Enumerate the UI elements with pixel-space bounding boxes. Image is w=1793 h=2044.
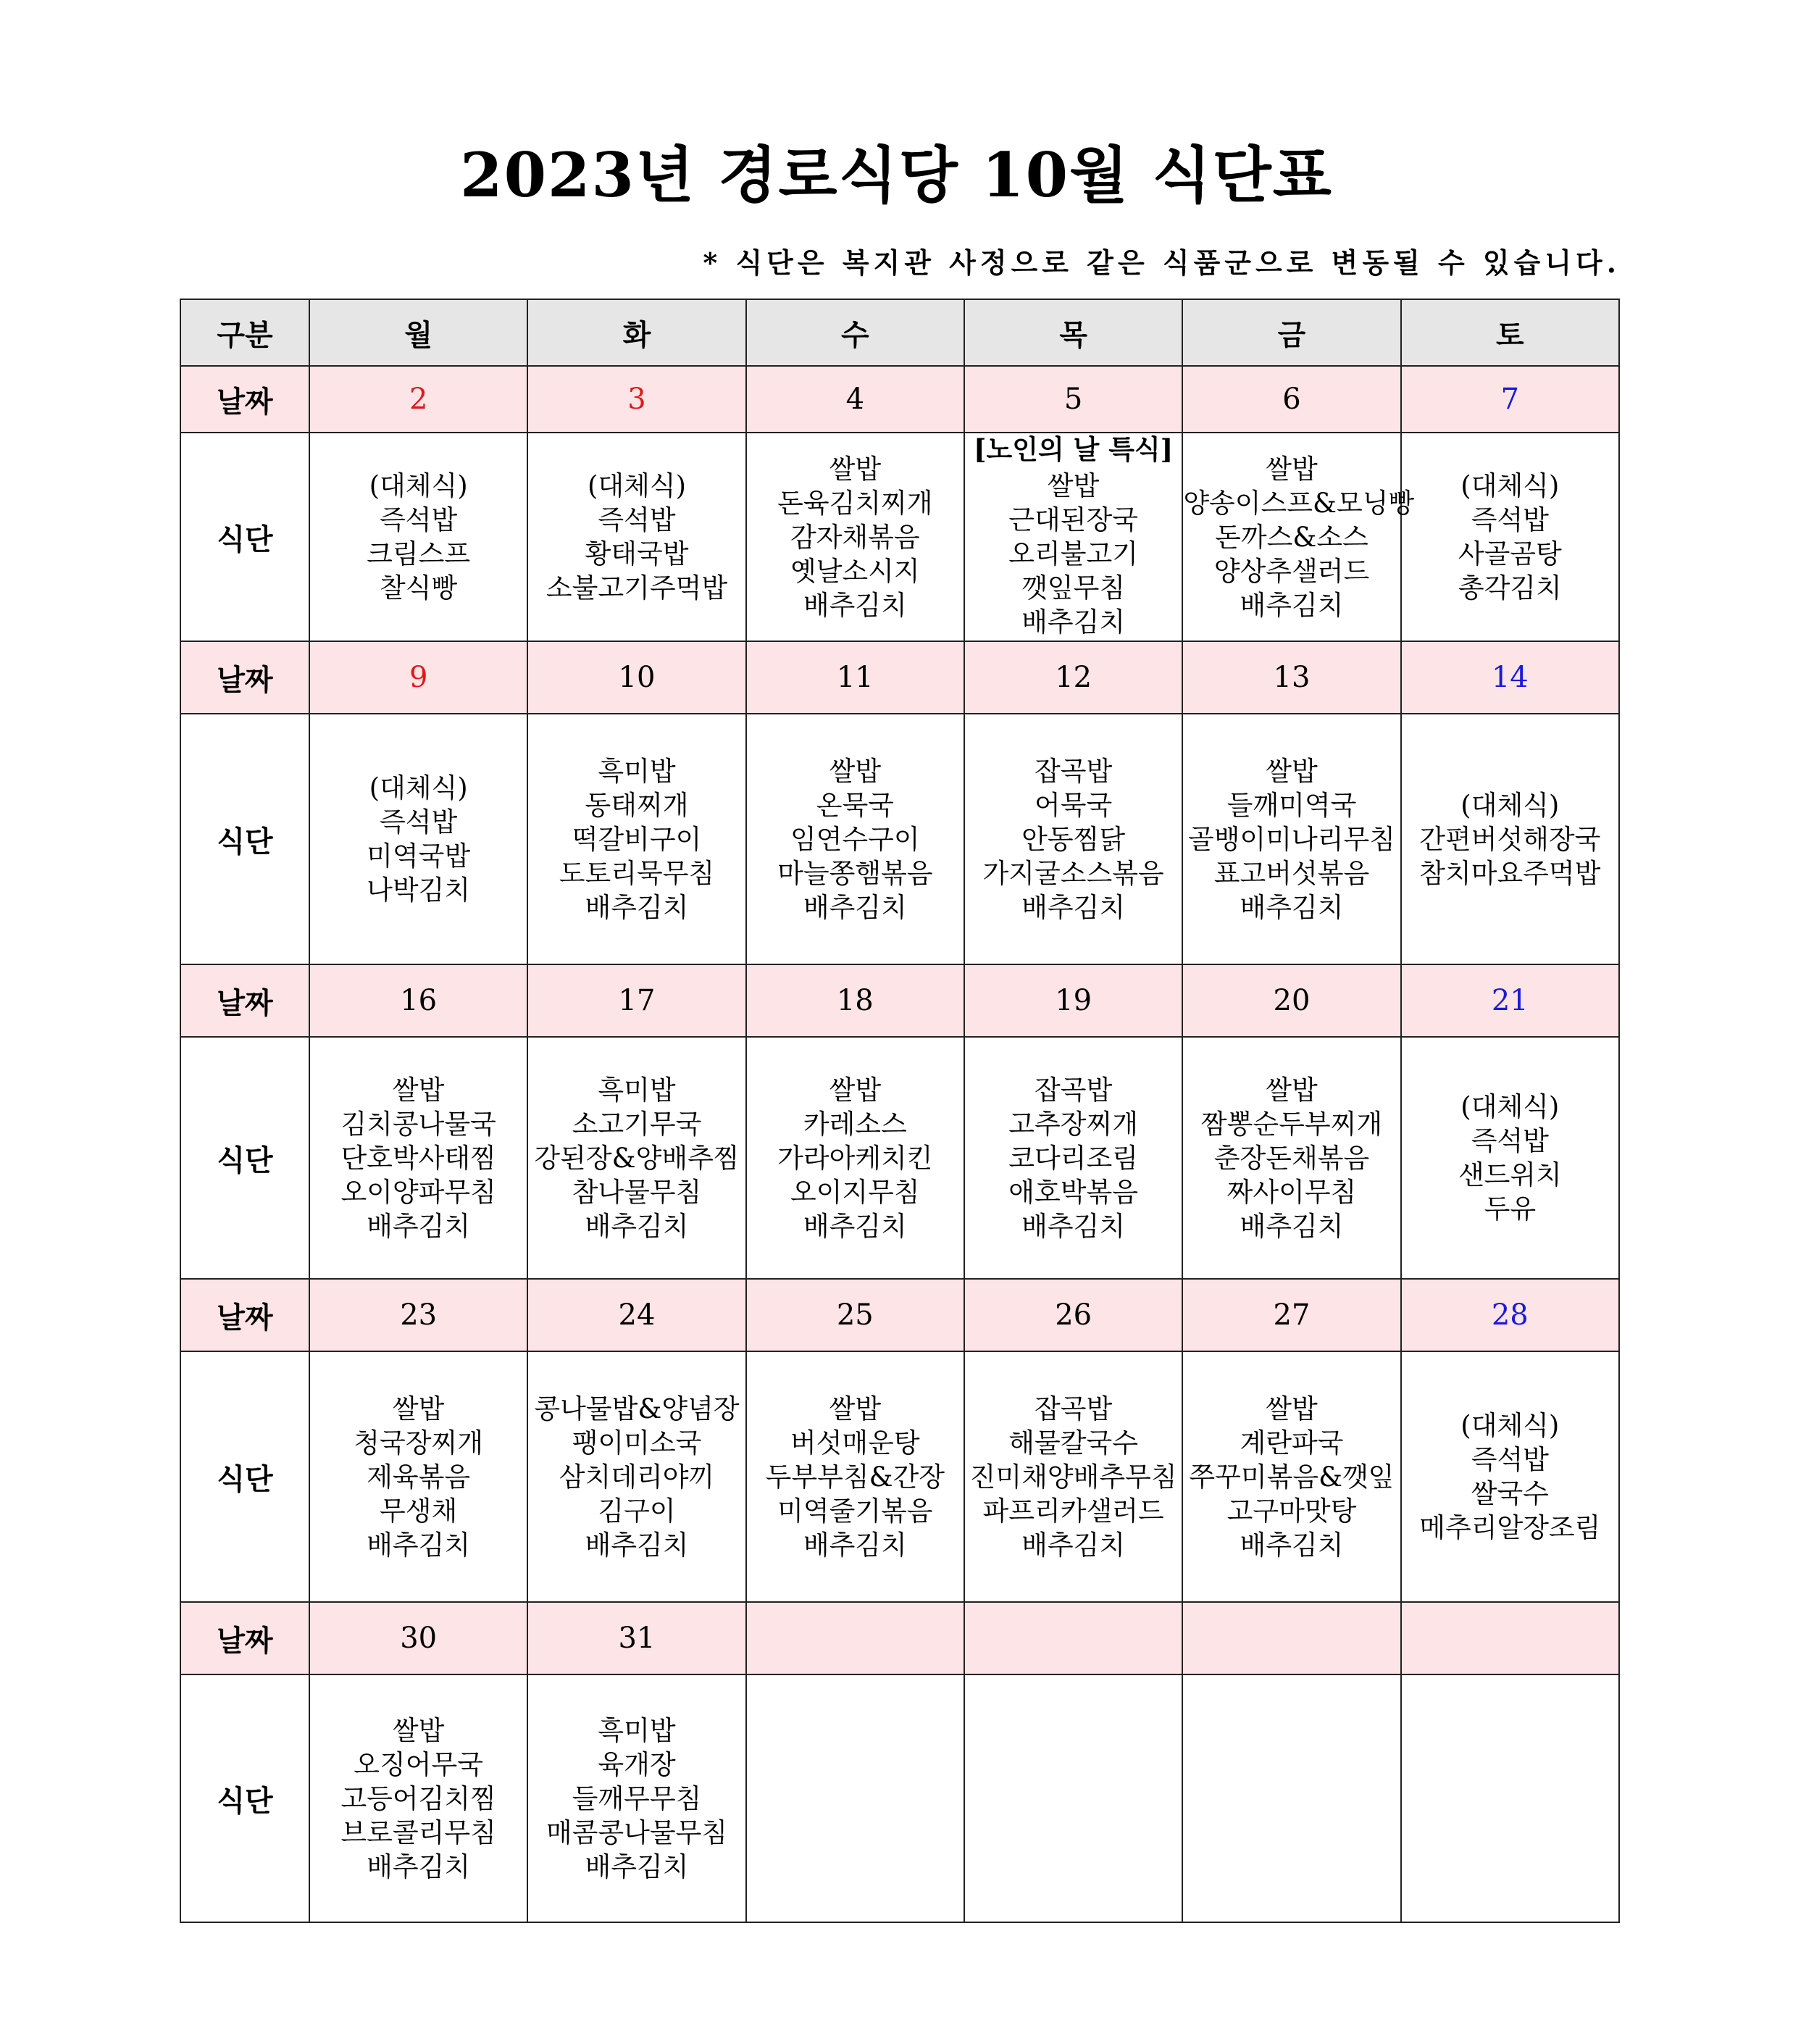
menu-item: 쌀밥	[1266, 755, 1318, 787]
menu-item: 안동찜닭	[1021, 823, 1126, 855]
menu-cell-thu	[964, 1351, 1182, 1602]
date-cell-wed: 18	[746, 964, 964, 1037]
menu-item: 즉석밥	[380, 806, 458, 838]
menu-item: 감자채볶음	[790, 521, 920, 553]
menu-item-list	[310, 771, 527, 907]
date-cell-tue: 3	[527, 366, 745, 433]
menu-item: 쌀밥	[829, 453, 882, 485]
menu-item-list	[528, 469, 745, 605]
menu-row	[180, 1351, 1619, 1602]
menu-item: 콩나물밥&양념장	[534, 1393, 740, 1424]
header-day-fri: 금	[1182, 299, 1400, 366]
menu-row-label: 식단	[180, 1037, 309, 1279]
menu-item: 쌀밥	[1047, 470, 1100, 501]
menu-item: 크림스프	[367, 538, 471, 570]
menu-item: 찰식빵	[380, 572, 458, 604]
menu-item-list	[965, 1392, 1182, 1562]
menu-item: 파프리카샐러드	[982, 1495, 1164, 1527]
menu-cell-wed	[746, 714, 964, 964]
menu-item-list	[310, 469, 527, 605]
menu-item: 고구마맛탕	[1226, 1495, 1357, 1527]
menu-item: 코다리조림	[1008, 1142, 1138, 1174]
menu-item: 도토리묵무침	[559, 857, 715, 889]
menu-item: 옛날소시지	[790, 555, 920, 587]
date-cell-tue: 17	[527, 964, 745, 1037]
menu-item: 잡곡밥	[1035, 1393, 1113, 1424]
menu-cell-tue	[527, 1674, 745, 1922]
menu-item-list	[1402, 469, 1618, 605]
menu-item-list	[747, 1073, 964, 1243]
menu-cell-mon	[309, 714, 527, 964]
menu-item: (대체식)	[369, 470, 468, 501]
menu-item: 버섯매운탕	[790, 1427, 920, 1459]
menu-item: (대체식)	[369, 772, 468, 804]
header-day-sat: 토	[1401, 299, 1619, 366]
menu-item: 매콤콩나물무침	[546, 1816, 728, 1848]
header-day-mon: 월	[309, 299, 527, 366]
menu-item: 고추장찌개	[1008, 1108, 1138, 1140]
menu-cell-mon	[309, 1674, 527, 1922]
menu-cell-wed	[746, 1351, 964, 1602]
menu-item: 간편버섯해장국	[1419, 823, 1601, 855]
menu-item: 오이양파무침	[340, 1176, 496, 1208]
menu-item-list	[747, 754, 964, 925]
menu-item: 온묵국	[816, 789, 894, 821]
menu-item: 소불고기주먹밥	[546, 572, 728, 604]
menu-item: 배추김치	[585, 1210, 689, 1242]
menu-item: (대체식)	[1460, 789, 1560, 821]
menu-item: 배추김치	[367, 1210, 471, 1242]
menu-notice: * 식단은 복지관 사정으로 같은 식품군으로 변동될 수 있습니다.	[703, 246, 1621, 279]
menu-item-list	[528, 754, 745, 925]
menu-item: (대체식)	[1460, 1091, 1560, 1122]
menu-item: 배추김치	[585, 891, 689, 923]
menu-item: 동태찌개	[585, 789, 689, 821]
header-row	[180, 299, 1619, 366]
date-cell-thu: 26	[964, 1279, 1182, 1351]
menu-item: 쌀밥	[829, 1074, 882, 1106]
date-cell-mon: 30	[309, 1602, 527, 1674]
menu-item: 배추김치	[1240, 589, 1344, 621]
menu-item: 계란파국	[1240, 1427, 1344, 1459]
menu-item: 청국장찌개	[354, 1427, 484, 1459]
menu-item: 흑미밥	[598, 1074, 676, 1106]
menu-item: 샌드위치	[1458, 1159, 1562, 1190]
menu-cell-tue	[527, 433, 745, 641]
menu-item: 육개장	[598, 1748, 676, 1780]
menu-item: 돈까스&소스	[1215, 521, 1368, 553]
menu-row-label: 식단	[180, 714, 309, 964]
date-cell-fri: 27	[1182, 1279, 1400, 1351]
menu-item-list	[965, 754, 1182, 925]
menu-item: 총각김치	[1458, 572, 1562, 604]
menu-row-label: 식단	[180, 433, 309, 641]
menu-item: 돈육김치찌개	[777, 487, 933, 519]
menu-item: 배추김치	[1240, 1529, 1344, 1561]
date-cell-mon: 9	[309, 641, 527, 714]
menu-item: 고등어김치찜	[340, 1782, 496, 1814]
menu-item: 양상추샐러드	[1213, 555, 1370, 587]
menu-item-list	[747, 452, 964, 622]
menu-item: 즉석밥	[1471, 1444, 1549, 1475]
menu-item: 단호박사태찜	[340, 1142, 496, 1174]
menu-cell-sat	[1401, 714, 1619, 964]
menu-item: 양송이스프&모닝빵	[1183, 487, 1415, 519]
menu-cell-mon	[309, 1351, 527, 1602]
menu-cell-mon	[309, 1037, 527, 1279]
date-cell-sat: 21	[1401, 964, 1619, 1037]
menu-cell-fri	[1182, 714, 1400, 964]
date-row	[180, 1602, 1619, 1674]
header-day-thu: 목	[964, 299, 1182, 366]
menu-item: 들깨무무침	[572, 1782, 702, 1814]
menu-item: 미역국밥	[367, 840, 471, 872]
menu-item: 짬뽕순두부찌개	[1200, 1108, 1383, 1140]
menu-item: 두유	[1484, 1193, 1537, 1225]
menu-row	[180, 1037, 1619, 1279]
date-cell-thu	[964, 1602, 1182, 1674]
menu-item: 오이지무침	[790, 1176, 920, 1208]
menu-item: 즉석밥	[1471, 1125, 1549, 1156]
menu-item-list	[528, 1392, 745, 1562]
menu-cell-thu	[964, 1674, 1182, 1922]
menu-item: 즉석밥	[1471, 504, 1549, 535]
menu-item-list	[1402, 788, 1618, 890]
date-cell-wed: 25	[746, 1279, 964, 1351]
menu-item: 즉석밥	[380, 504, 458, 535]
date-cell-fri: 20	[1182, 964, 1400, 1037]
date-row-label: 날짜	[180, 366, 309, 433]
menu-item: 배추김치	[585, 1529, 689, 1561]
date-cell-thu: 19	[964, 964, 1182, 1037]
menu-cell-tue	[527, 1037, 745, 1279]
menu-item: 잡곡밥	[1035, 1074, 1113, 1106]
menu-cell-fri	[1182, 1674, 1400, 1922]
menu-item: 진미채양배추무침	[969, 1461, 1177, 1493]
menu-item: 소고기무국	[572, 1108, 702, 1140]
menu-cell-fri	[1182, 433, 1415, 641]
date-cell-tue: 10	[527, 641, 745, 714]
date-cell-mon: 16	[309, 964, 527, 1037]
menu-cell-tue	[527, 714, 745, 964]
menu-item-list	[1183, 1392, 1400, 1562]
date-row-label: 날짜	[180, 1602, 309, 1674]
menu-item: 마늘쫑햄볶음	[777, 857, 933, 889]
date-cell-mon: 23	[309, 1279, 527, 1351]
menu-cell-tue	[527, 1351, 745, 1602]
menu-item: 나박김치	[367, 875, 471, 906]
menu-item-list	[310, 1714, 527, 1884]
menu-item: 쌀밥	[829, 1393, 882, 1424]
date-cell-wed: 11	[746, 641, 964, 714]
menu-item-list	[965, 1073, 1182, 1243]
menu-item: 팽이미소국	[572, 1427, 702, 1459]
date-cell-fri: 6	[1182, 366, 1400, 433]
menu-item: 쌀밥	[392, 1714, 445, 1746]
menu-item: 배추김치	[1240, 1210, 1344, 1242]
menu-item-list	[1402, 1090, 1618, 1226]
date-cell-thu: 5	[964, 366, 1182, 433]
date-cell-thu: 12	[964, 641, 1182, 714]
menu-item: 배추김치	[1021, 1210, 1126, 1242]
date-cell-wed: 4	[746, 366, 964, 433]
menu-item: 표고버섯볶음	[1213, 857, 1370, 889]
menu-item: 사골곰탕	[1458, 538, 1562, 570]
menu-item: 두부부침&간장	[765, 1461, 945, 1493]
menu-cell-sat	[1401, 1674, 1619, 1922]
menu-item: 오징어무국	[354, 1748, 484, 1780]
date-row	[180, 964, 1619, 1037]
menu-item: 제육볶음	[367, 1461, 471, 1493]
date-cell-fri	[1182, 1602, 1400, 1674]
menu-item: 잡곡밥	[1035, 755, 1113, 787]
menu-item: 무생채	[380, 1495, 458, 1527]
menu-item: (대체식)	[587, 470, 687, 501]
menu-cell-wed	[746, 1674, 964, 1922]
menu-row	[180, 433, 1619, 641]
menu-cell-sat	[1401, 1351, 1619, 1602]
menu-item: (대체식)	[1460, 1410, 1560, 1441]
date-cell-mon: 2	[309, 366, 527, 433]
menu-cell-sat	[1401, 1037, 1619, 1279]
menu-cell-wed	[746, 1037, 964, 1279]
menu-item: 김치콩나물국	[340, 1108, 496, 1140]
menu-item: 어묵국	[1035, 789, 1113, 821]
menu-item: 가지굴소스볶음	[982, 857, 1164, 889]
menu-item: 쌀밥	[1266, 1074, 1318, 1106]
menu-item: 브로콜리무침	[340, 1816, 496, 1848]
menu-item: 메추리알장조림	[1419, 1512, 1601, 1543]
menu-cell-mon	[309, 433, 527, 641]
menu-item: 미역줄기볶음	[777, 1495, 933, 1527]
menu-item: 해물칼국수	[1008, 1427, 1138, 1459]
menu-item: (대체식)	[1460, 470, 1560, 501]
menu-item: 김구이	[598, 1495, 676, 1527]
date-cell-wed	[746, 1602, 964, 1674]
menu-item: 쌀밥	[1266, 453, 1318, 485]
menu-item: 배추김치	[803, 1210, 907, 1242]
menu-item: 쌀밥	[392, 1074, 445, 1106]
date-row	[180, 366, 1619, 433]
menu-item: 애호박볶음	[1008, 1176, 1138, 1208]
menu-row	[180, 1674, 1619, 1922]
menu-item: 떡갈비구이	[572, 823, 702, 855]
date-cell-sat: 14	[1401, 641, 1619, 714]
date-row	[180, 1279, 1619, 1351]
menu-item: 배추김치	[1021, 891, 1126, 923]
menu-cell-thu	[964, 714, 1182, 964]
menu-item: 근대된장국	[1008, 504, 1138, 535]
menu-item: 쌀국수	[1471, 1478, 1549, 1509]
menu-item: 배추김치	[1240, 891, 1344, 923]
date-row-label: 날짜	[180, 1279, 309, 1351]
menu-item: 참치마요주먹밥	[1419, 857, 1601, 889]
date-cell-tue: 31	[527, 1602, 745, 1674]
menu-item-list	[310, 1073, 527, 1243]
menu-item: 배추김치	[1021, 606, 1126, 638]
menu-item: 흑미밥	[598, 1714, 676, 1746]
menu-cell-thu	[964, 433, 1182, 641]
menu-item: 쌀밥	[392, 1393, 445, 1424]
menu-item: 즉석밥	[598, 504, 676, 535]
menu-item-list	[1183, 452, 1415, 622]
date-cell-fri: 13	[1182, 641, 1400, 714]
special-menu-label: [노인의 날 특식]	[974, 433, 1174, 465]
date-row-label: 날짜	[180, 641, 309, 714]
menu-cell-sat	[1401, 433, 1619, 641]
menu-item: 배추김치	[585, 1851, 689, 1882]
date-cell-sat: 7	[1401, 366, 1619, 433]
menu-item: 배추김치	[367, 1529, 471, 1561]
header-label-cell: 구분	[180, 299, 309, 366]
menu-item: 삼치데리야끼	[559, 1461, 715, 1493]
menu-item: 배추김치	[803, 1529, 907, 1561]
menu-item: 참나물무침	[572, 1176, 702, 1208]
menu-row	[180, 714, 1619, 964]
menu-item-list	[310, 1392, 527, 1562]
date-cell-sat: 28	[1401, 1279, 1619, 1351]
menu-item: 짜사이무침	[1226, 1176, 1357, 1208]
menu-cell-fri	[1182, 1037, 1400, 1279]
header-day-tue: 화	[527, 299, 745, 366]
menu-item-list	[528, 1073, 745, 1243]
menu-row-label: 식단	[180, 1674, 309, 1922]
menu-item: 춘장돈채볶음	[1213, 1142, 1370, 1174]
menu-item-list	[1183, 754, 1400, 925]
menu-item-list	[528, 1714, 745, 1884]
menu-item: 임연수구이	[790, 823, 920, 855]
menu-item: 황태국밥	[585, 538, 689, 570]
date-cell-tue: 24	[527, 1279, 745, 1351]
menu-item: 쌀밥	[1266, 1393, 1318, 1424]
menu-item: 골뱅이미나리무침	[1188, 823, 1395, 855]
menu-item-list	[1183, 1073, 1400, 1243]
menu-cell-wed	[746, 433, 964, 641]
menu-item: 가라아케치킨	[777, 1142, 933, 1174]
menu-item: 흑미밥	[598, 755, 676, 787]
date-cell-sat	[1401, 1602, 1619, 1674]
menu-item: 카레소스	[803, 1108, 907, 1140]
date-row-label: 날짜	[180, 964, 309, 1037]
menu-item: 강된장&양배추찜	[534, 1142, 740, 1174]
menu-row-label: 식단	[180, 1351, 309, 1602]
menu-item-list	[747, 1392, 964, 1562]
menu-cell-thu	[964, 1037, 1182, 1279]
header-day-wed: 수	[746, 299, 964, 366]
menu-item: 배추김치	[367, 1851, 471, 1882]
menu-item: 들깨미역국	[1226, 789, 1357, 821]
menu-item: 배추김치	[803, 589, 907, 621]
menu-item: 쭈꾸미볶음&깻잎	[1189, 1461, 1395, 1493]
menu-item: 깻잎무침	[1021, 572, 1126, 604]
menu-cell-fri	[1182, 1351, 1400, 1602]
menu-item: 오리불고기	[1008, 538, 1138, 570]
menu-item: 배추김치	[1021, 1529, 1126, 1561]
menu-item: 쌀밥	[829, 755, 882, 787]
date-row	[180, 641, 1619, 714]
menu-item-list	[965, 435, 1182, 639]
menu-item: 배추김치	[803, 891, 907, 923]
page-title: 2023년 경로식당 10월 식단표	[460, 139, 1333, 211]
menu-table	[180, 299, 1620, 1923]
menu-item-list	[1402, 1409, 1618, 1545]
